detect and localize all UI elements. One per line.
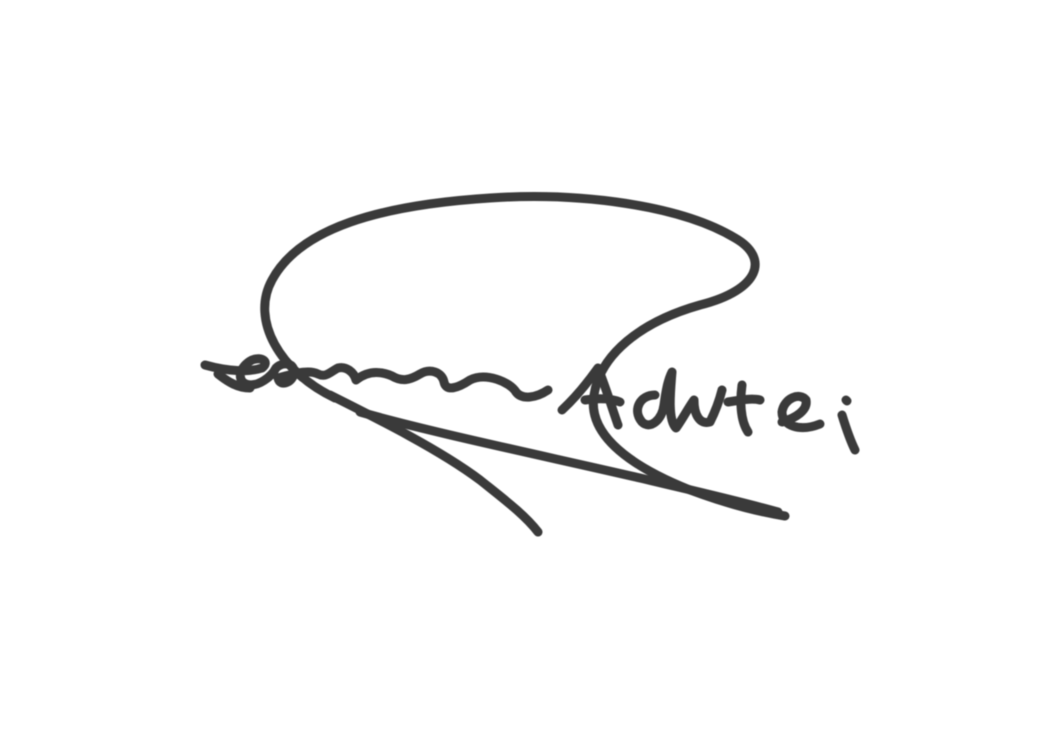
signature-letter-i-stroke (842, 415, 855, 450)
signature-letter-e-stroke (782, 396, 820, 427)
signature-first-word-stroke (205, 359, 548, 397)
signature-loop-stroke (265, 197, 785, 516)
signature-underline-stroke (360, 412, 778, 512)
signature-tail-stroke (330, 395, 538, 532)
signature-letter-t-stroke (728, 385, 760, 432)
signature-i-dot (846, 400, 847, 401)
signature-second-word-stroke (638, 372, 722, 428)
